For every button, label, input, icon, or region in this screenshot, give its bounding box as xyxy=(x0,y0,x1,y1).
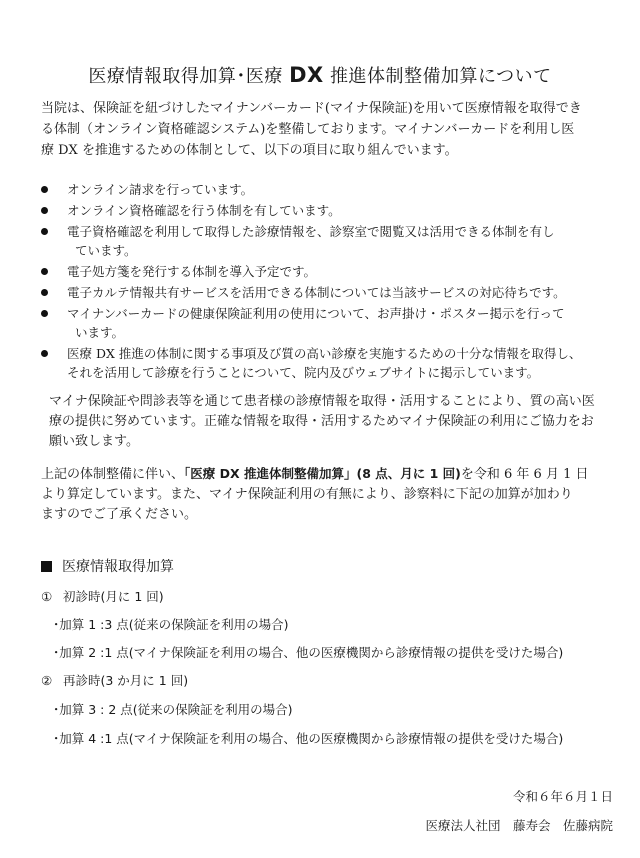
bullet-dot-icon xyxy=(41,289,48,296)
page-title xyxy=(0,62,640,88)
revisit-label: 再診時(3 か月に 1 回) xyxy=(63,673,189,688)
list-item-text: マイナンバーカードの健康保険証利用の使用について、お声掛け・ポスター掲示を行って xyxy=(67,306,565,321)
title-part2: 推進体制整備加算について xyxy=(329,66,552,87)
initial-visit-label: 初診時(月に 1 回) xyxy=(63,589,164,604)
intro-line-2: る体制（オンライン資格確認システム)を整備しております。マイナンバーカードを利用し医 xyxy=(41,122,575,137)
para3-post: を令和 6 年 6 月 1 日 xyxy=(460,467,589,482)
issuer-name: 医療法人社団 藤寿会 佐藤病院 xyxy=(425,818,613,833)
issue-date: 令和６年６月１日 xyxy=(512,789,613,804)
revisit-heading xyxy=(41,671,188,689)
list-item xyxy=(41,304,613,342)
list-item-text-cont: ています。 xyxy=(75,243,137,258)
para3-line-3: ますのでご了承ください。 xyxy=(41,507,198,522)
intro-paragraph xyxy=(41,98,613,161)
list-item xyxy=(41,201,613,220)
cooperation-paragraph xyxy=(49,392,617,452)
section-heading xyxy=(41,556,174,576)
list-item-text: 電子資格確認を利用して取得した診療情報を、診察室で閲覧又は活用できる体制を有し xyxy=(67,224,555,239)
billing-paragraph xyxy=(41,464,613,525)
bullet-dot-icon xyxy=(41,310,48,317)
list-item-text: オンライン請求を行っています。 xyxy=(67,182,254,197)
list-item-text-cont: それを活用して診療を行うことについて、院内及びウェブサイトに掲示しています。 xyxy=(67,365,540,380)
addition-2: ･加算 2 :1 点(マイナ保険証を利用の場合、他の医療機関から診療情報の提供を受けた場合) xyxy=(53,645,564,660)
intro-line-3: 療 DX を推進するための体制として、以下の項目に取り組んでいます。 xyxy=(41,143,458,158)
initial-visit-heading xyxy=(41,587,164,605)
intro-line-1: 当院は、保険証を紐づけしたマイナンバーカード(マイナ保険証)を用いて医療情報を取得でき xyxy=(41,101,582,116)
list-item xyxy=(41,262,613,281)
list-item xyxy=(41,222,613,260)
list-item-text: 電子カルテ情報共有サービスを活用できる体制については当該サービスの対応待ちです。 xyxy=(67,285,566,300)
para3-pre: 上記の体制整備に伴い、 xyxy=(41,467,185,482)
list-item-text: 医療 DX 推進の体制に関する事項及び質の高い診療を実施するための十分な情報を取得し、 xyxy=(67,346,582,361)
circled-one-label: ① xyxy=(41,589,53,604)
square-bullet-icon xyxy=(41,561,52,572)
list-item xyxy=(41,283,613,302)
list-item xyxy=(41,180,613,199)
para3-bold: 「医療 DX 推進体制整備加算」(8 点、月に 1 回) xyxy=(184,466,461,481)
bullet-dot-icon xyxy=(41,228,48,235)
para3-line-2: より算定しています。また、マイナ保険証利用の有無により、診察料に下記の加算が加わり xyxy=(41,487,573,502)
section-heading-text: 医療情報取得加算 xyxy=(62,559,174,575)
addition-3: ･加算 3 : 2 点(従来の保険証を利用の場合) xyxy=(53,702,293,717)
para2-line-1: マイナ保険証や問診表等を通じて患者様の診療情報を取得・活用することにより、質の高い医 xyxy=(49,394,595,409)
para2-line-3: 願い致します。 xyxy=(49,434,139,449)
bullet-dot-icon xyxy=(41,350,48,357)
list-item xyxy=(41,344,613,382)
addition-4: ･加算 4 :1 点(マイナ保険証を利用の場合、他の医療機関から診療情報の提供を受けた場合) xyxy=(53,731,564,746)
circled-two-label: ② xyxy=(41,673,53,688)
initiatives-list xyxy=(41,180,613,384)
list-item-text: 電子処方箋を発行する体制を導入予定です。 xyxy=(67,264,317,279)
bullet-dot-icon xyxy=(41,207,48,214)
title-dx: DX xyxy=(289,63,324,87)
list-item-text-cont: います。 xyxy=(75,325,125,340)
list-item-text: オンライン資格確認を行う体制を有しています。 xyxy=(67,203,341,218)
title-part1: 医療情報取得加算･医療 xyxy=(88,66,283,87)
bullet-dot-icon xyxy=(41,186,48,193)
bullet-dot-icon xyxy=(41,268,48,275)
para2-line-2: 療の提供に努めています。正確な情報を取得・活用するためマイナ保険証の利用にご協力をお xyxy=(49,414,594,429)
addition-1: ･加算 1 :3 点(従来の保険証を利用の場合) xyxy=(53,617,289,632)
